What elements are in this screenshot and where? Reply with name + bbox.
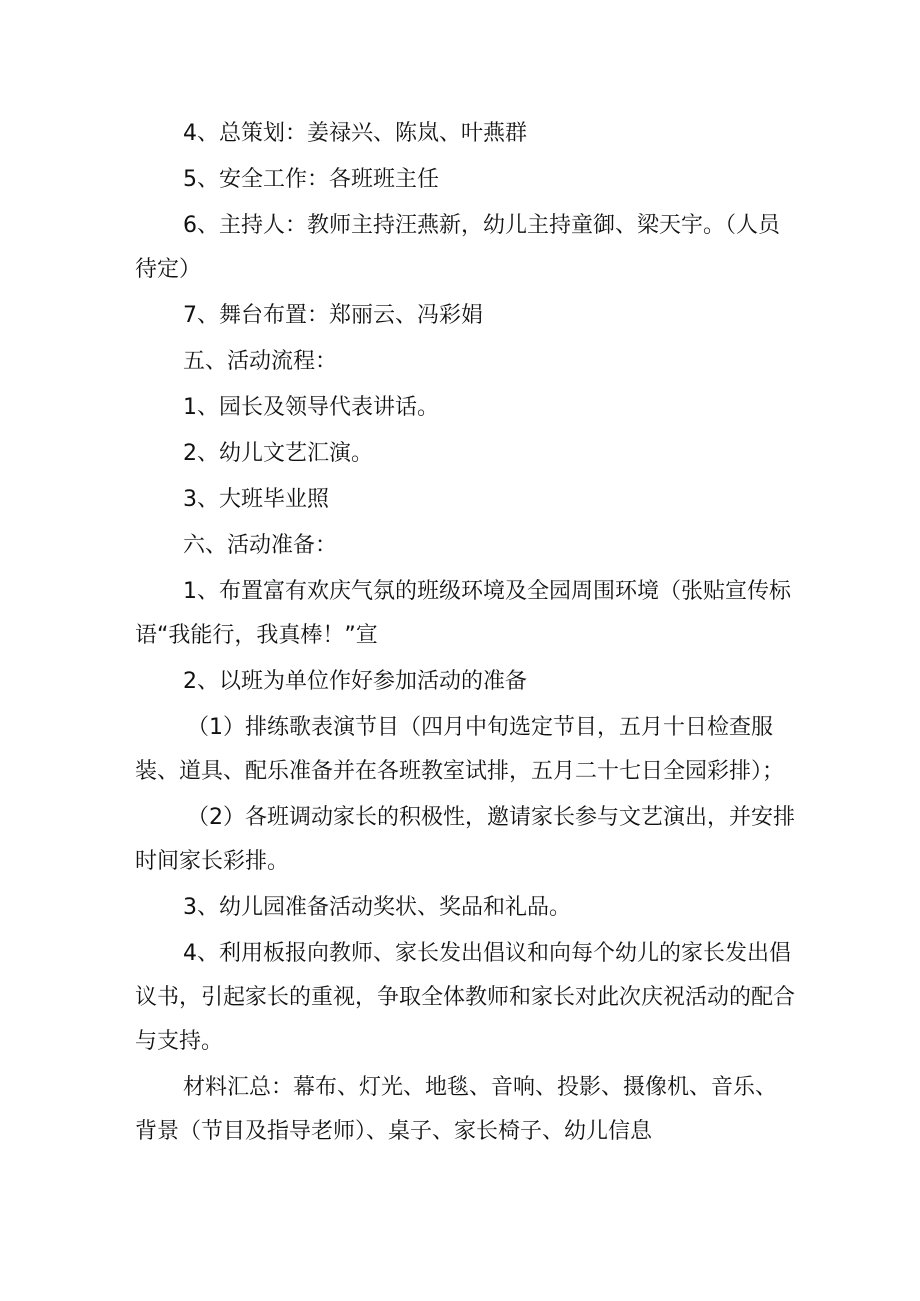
paragraph-materials: 材料汇总：幕布、灯光、地毯、音响、投影、摄像机、音乐、背景（节目及指导老师）、桌子、家长椅子、幼儿信息 bbox=[135, 1075, 778, 1144]
paragraph-prep-4: 4、利用板报向教师、家长发出倡议和向每个幼儿的家长发出倡议书，引起家长的重视，争取全体教师和家长对此次庆祝活动的配合与支持。 bbox=[135, 941, 796, 1054]
paragraph-flow-2: 2、幼儿文艺汇演。 bbox=[183, 441, 373, 466]
paragraph-hosts: 6、主持人：教师主持汪燕新，幼儿主持童御、梁天宇。（人员待定） bbox=[135, 213, 780, 282]
document-body bbox=[135, 112, 795, 1154]
heading-activity-prep: 六、活动准备： bbox=[183, 533, 338, 558]
paragraph-flow-1: 1、园长及领导代表讲话。 bbox=[183, 395, 439, 420]
paragraph-flow-3: 3、大班毕业照 bbox=[183, 487, 329, 512]
paragraph-stage: 7、舞台布置：郑丽云、冯彩娟 bbox=[183, 303, 483, 328]
paragraph-prep-2-sub-1: （1）排练歌表演节目（四月中旬选定节目，五月十日检查服装、道具、配乐准备并在各班教室试排，五月二十七日全园彩排）； bbox=[135, 715, 785, 784]
paragraph-prep-2-sub-2: （2）各班调动家长的积极性，邀请家长参与文艺演出，并安排时间家长彩排。 bbox=[135, 805, 795, 874]
paragraph-prep-3: 3、幼儿园准备活动奖状、奖品和礼品。 bbox=[183, 895, 571, 920]
paragraph-prep-1: 1、布置富有欢庆气氛的班级环境及全园周围环境（张贴宣传标语“我能行，我真棒！”宣 bbox=[135, 579, 791, 648]
heading-activity-flow: 五、活动流程： bbox=[183, 349, 338, 374]
paragraph-safety: 5、安全工作：各班班主任 bbox=[183, 167, 439, 192]
paragraph-prep-2: 2、以班为单位作好参加活动的准备 bbox=[183, 669, 527, 694]
paragraph-chief-planner: 4、总策划：姜禄兴、陈岚、叶燕群 bbox=[183, 121, 527, 146]
